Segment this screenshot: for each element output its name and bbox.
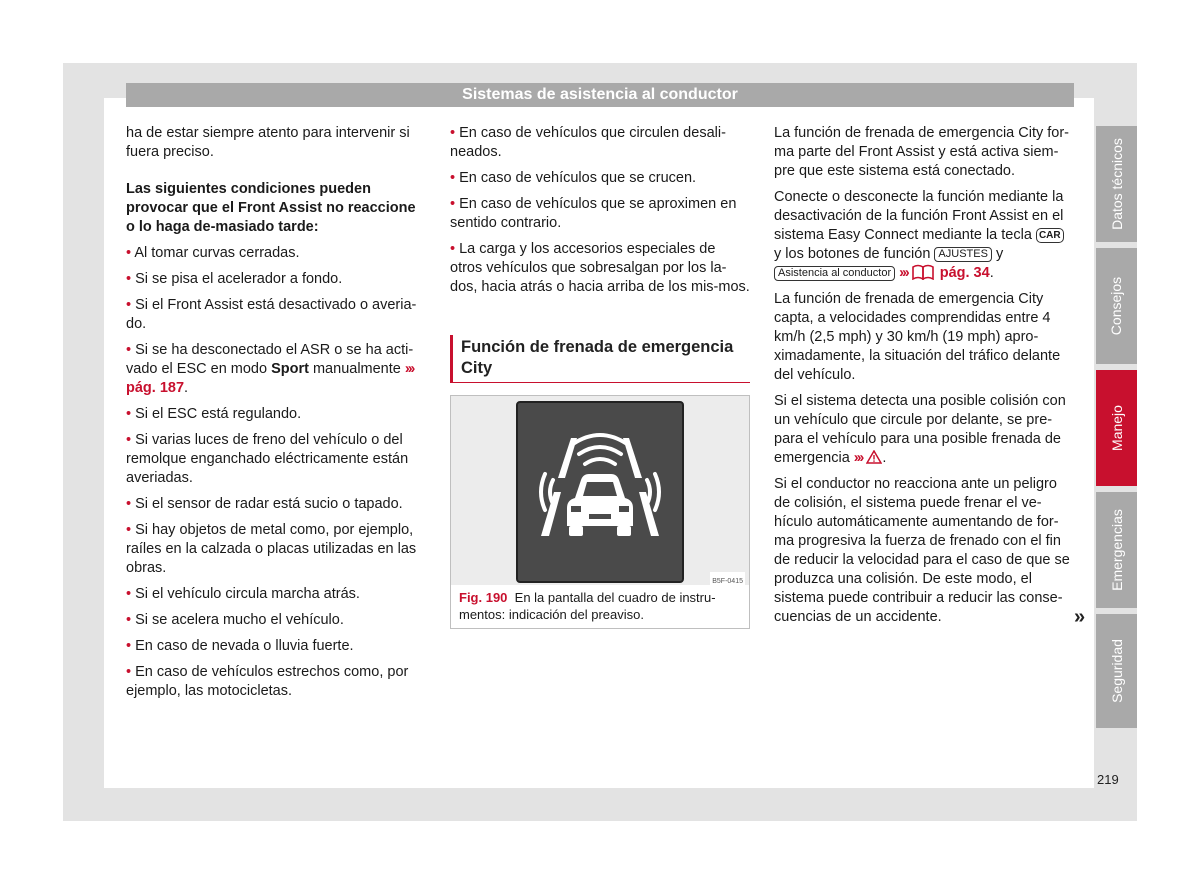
bullet-icon: • [126,342,132,358]
tab-seguridad[interactable]: Seguridad [1096,614,1137,728]
bullet-icon: • [126,406,132,422]
column-right [774,124,1074,634]
list-item: • Si se pisa el acelerador a fondo. [126,271,343,287]
list-item: • Si varias luces de freno del vehículo o del remolque enganchado eléctricamente están averiadas. [126,432,409,486]
asistencia-key: Asistencia al conductor [774,266,895,281]
paragraph: La función de frenada de emergencia City capta, a velocidades comprendidas entre 4 km/h (2,5 mph) y 30 km/h (19 mph) apro-ximadamente, la situación del tráfico delante del vehículo. [774,291,1061,383]
car-key-icon: CAR [1036,228,1064,243]
figure-caption [459,589,743,623]
figure-image [451,396,749,585]
ajustes-key: AJUSTES [934,247,992,262]
continue-marker: » [1074,606,1086,628]
arrow-ref-icon: ››› [404,361,414,377]
car-sensor-icon [451,396,749,585]
figure-190 [450,395,750,629]
bullet-icon: • [126,664,132,680]
page-reference-link[interactable]: ››› pág. 187 [126,361,414,396]
list-item: • La carga y los accesorios especiales de otros vehículos que sobresalgan por los la-dos, hacia atrás o hacia arriba de los mis-mos. [450,241,750,295]
paragraph: Si el conductor no reacciona ante un peligro de colisión, el sistema puede frenar el ve-hículo automáticamente aumentando de for-ma progresiva la fuerza de frenado con el fin de reducir la velocidad para el caso de que se produzca una colisión. De este modo, el sistema puede contribuir a reducir las conse-cuencias de un accidente. [774,476,1070,625]
book-icon [912,264,936,280]
bullet-icon: • [126,522,132,538]
conditions-heading: Las siguientes condiciones pueden provocar que el Front Assist no reaccione o lo haga de-masiado tarde: [126,181,416,235]
paragraph: La función de frenada de emergencia City for-ma parte del Front Assist y está activa siem-pre que este sistema está conectado. [774,125,1070,179]
paragraph: Si el sistema detecta una posible colisión con un vehículo que circule por delante, se pre-para el vehículo para una posible frenada de emergencia ››› . [774,393,1066,466]
list-item: • Si el Front Assist está desactivado o averia-do. [126,297,417,332]
tab-emergencias[interactable]: Emergencias [1096,492,1137,608]
figure-caption-text: En la pantalla del cuadro de instru-mentos: indicación del preaviso. [459,590,716,622]
bullet-icon: • [450,196,456,212]
list-item: • En caso de vehículos que se crucen. [450,170,697,186]
bullet-icon: • [126,432,132,448]
arrow-ref-icon: ››› [899,265,908,281]
bullet-icon: • [126,496,132,512]
list-item: • Al tomar curvas cerradas. [126,245,300,261]
list-item: • Si se acelera mucho el vehículo. [126,612,344,628]
page-number: 219 [1097,772,1119,787]
tab-consejos[interactable]: Consejos [1096,248,1137,364]
bullet-icon: • [450,125,456,141]
warning-triangle-icon [866,450,882,464]
bullet-icon: • [126,586,132,602]
intro-text: ha de estar siempre atento para intervenir si fuera preciso. [126,125,410,160]
list-item: • En caso de vehículos que se aproximen en sentido contrario. [450,196,737,231]
list-item: • En caso de vehículos que circulen desali-neados. [450,125,726,160]
list-item: • En caso de nevada o lluvia fuerte. [126,638,354,654]
figure-number: Fig. 190 [459,590,508,605]
list-item: • Si hay objetos de metal como, por ejemplo, raíles en la calzada o placas utilizadas en las obras. [126,522,417,576]
list-item: • Si el sensor de radar está sucio o tapado. [126,496,403,512]
list-item: • Si se ha desconectado el ASR o se ha acti-vado el ESC en modo Sport manualmente ››› pág. 187. [126,342,414,396]
figure-code: B5F-0415 [710,572,745,591]
warning-reference[interactable] [854,450,883,466]
tab-manejo[interactable]: Manejo [1096,370,1137,486]
column-left [126,124,426,708]
section-header: Sistemas de asistencia al conductor [126,83,1074,107]
bullet-icon: • [450,241,456,257]
section-title: Función de frenada de emergencia City [450,335,750,383]
list-item: • En caso de vehículos estrechos como, por ejemplo, las motocicletas. [126,664,409,699]
column-middle [450,124,750,629]
tab-datos-tecnicos[interactable]: Datos técnicos [1096,126,1137,242]
bullet-icon: • [126,297,132,313]
bullet-icon: • [126,638,132,654]
list-item: • Si el vehículo circula marcha atrás. [126,586,360,602]
bullet-icon: • [126,245,132,261]
bullet-icon: • [126,271,132,287]
list-item: • Si el ESC está regulando. [126,406,302,422]
page-reference-link[interactable]: ››› pág. 34 [899,265,990,281]
bullet-icon: • [450,170,456,186]
bullet-icon: • [126,612,132,628]
arrow-ref-icon: ››› [853,450,863,466]
paragraph: Conecte o desconecte la función mediante la desactivación de la función Front Assist en el sistema Easy Connect mediante la tecla CAR y los botones de función AJUSTES y Asistencia al conductor ››› pág. 34. [774,189,1064,281]
